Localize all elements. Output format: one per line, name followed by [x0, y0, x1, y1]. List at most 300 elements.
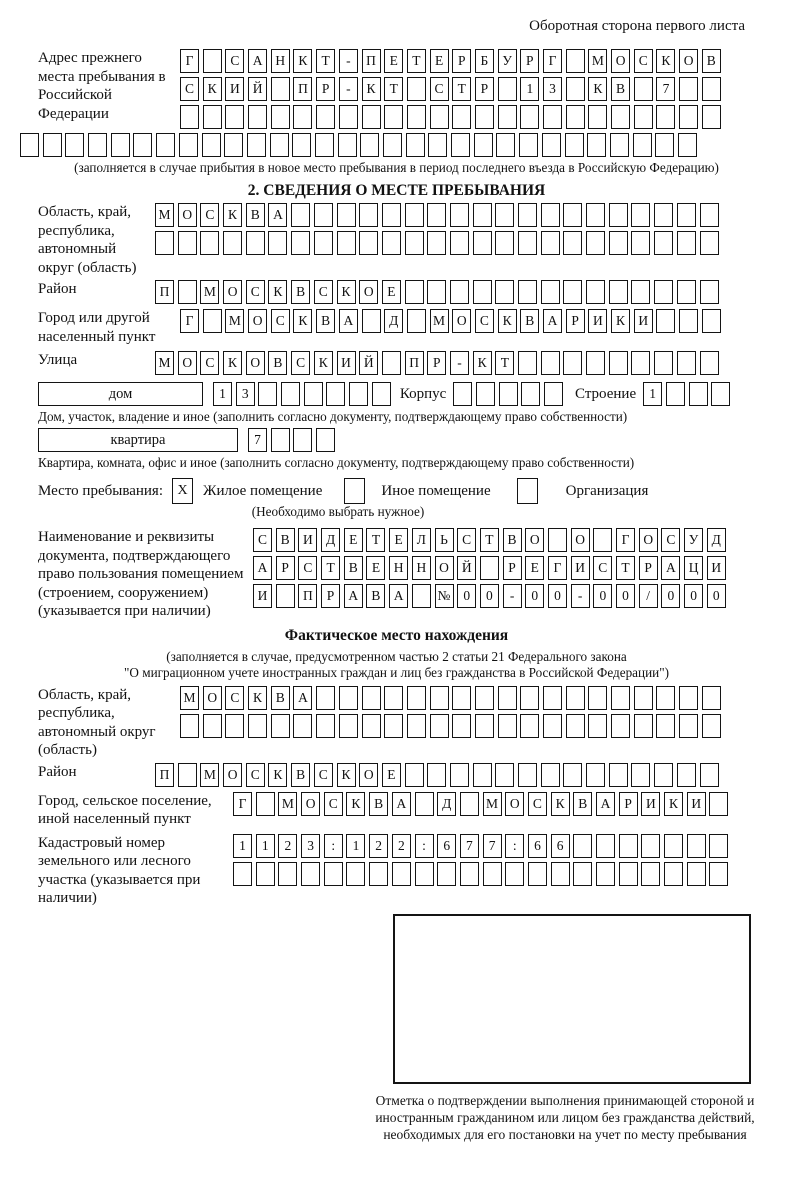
form-cell[interactable] — [271, 428, 290, 452]
form-cell[interactable] — [498, 686, 517, 710]
form-cell[interactable]: Р — [619, 792, 638, 816]
form-cell[interactable] — [689, 382, 708, 406]
form-cell[interactable]: О — [178, 351, 197, 375]
form-cell[interactable] — [498, 105, 517, 129]
form-cell[interactable] — [65, 133, 84, 157]
form-cell[interactable] — [156, 133, 175, 157]
form-cell[interactable] — [406, 133, 425, 157]
form-cell[interactable] — [203, 105, 222, 129]
form-cell[interactable]: С — [200, 203, 219, 227]
form-cell[interactable] — [541, 351, 560, 375]
form-cell[interactable] — [566, 49, 585, 73]
form-cell[interactable] — [518, 351, 537, 375]
form-cell[interactable]: У — [498, 49, 517, 73]
form-cell[interactable]: С — [324, 792, 343, 816]
checkbox-inoe-pomeshchenie[interactable] — [344, 478, 365, 504]
form-cell[interactable] — [544, 382, 563, 406]
form-cell[interactable]: Т — [384, 77, 403, 101]
form-cell[interactable] — [450, 280, 469, 304]
form-cell[interactable] — [498, 77, 517, 101]
form-cell[interactable]: Р — [520, 49, 539, 73]
form-cell[interactable] — [475, 686, 494, 710]
form-cell[interactable] — [654, 231, 673, 255]
form-cell[interactable]: К — [346, 792, 365, 816]
form-cell[interactable] — [520, 105, 539, 129]
form-cell[interactable] — [609, 231, 628, 255]
form-cell[interactable] — [427, 280, 446, 304]
form-cell[interactable]: Т — [366, 528, 385, 552]
form-cell[interactable]: П — [155, 763, 174, 787]
form-cell[interactable] — [415, 862, 434, 886]
form-cell[interactable] — [518, 231, 537, 255]
form-cell[interactable]: 2 — [369, 834, 388, 858]
form-cell[interactable]: 0 — [707, 584, 726, 608]
form-cell[interactable] — [563, 351, 582, 375]
house-box[interactable]: дом — [38, 382, 203, 406]
form-cell[interactable] — [543, 105, 562, 129]
form-cell[interactable] — [677, 763, 696, 787]
form-cell[interactable]: К — [223, 351, 242, 375]
form-cell[interactable]: И — [707, 556, 726, 580]
form-cell[interactable] — [655, 133, 674, 157]
form-cell[interactable]: Е — [382, 763, 401, 787]
form-cell[interactable] — [498, 714, 517, 738]
form-cell[interactable] — [700, 231, 719, 255]
form-cell[interactable] — [483, 862, 502, 886]
form-cell[interactable]: О — [679, 49, 698, 73]
form-cell[interactable] — [679, 686, 698, 710]
form-cell[interactable]: Г — [233, 792, 252, 816]
form-cell[interactable]: П — [405, 351, 424, 375]
form-cell[interactable]: - — [503, 584, 522, 608]
form-cell[interactable]: Т — [321, 556, 340, 580]
form-cell[interactable]: М — [278, 792, 297, 816]
form-cell[interactable]: О — [359, 763, 378, 787]
form-cell[interactable] — [677, 231, 696, 255]
form-cell[interactable]: Й — [457, 556, 476, 580]
form-cell[interactable] — [709, 792, 728, 816]
form-cell[interactable] — [566, 714, 585, 738]
form-cell[interactable]: О — [505, 792, 524, 816]
form-cell[interactable] — [634, 105, 653, 129]
form-cell[interactable] — [179, 133, 198, 157]
form-cell[interactable] — [702, 309, 721, 333]
form-cell[interactable] — [566, 105, 585, 129]
form-cell[interactable] — [619, 862, 638, 886]
form-cell[interactable]: Д — [437, 792, 456, 816]
form-cell[interactable]: К — [337, 280, 356, 304]
form-cell[interactable]: В — [520, 309, 539, 333]
form-cell[interactable]: О — [223, 763, 242, 787]
form-cell[interactable] — [634, 714, 653, 738]
form-cell[interactable] — [473, 763, 492, 787]
form-cell[interactable]: В — [503, 528, 522, 552]
form-cell[interactable]: М — [200, 280, 219, 304]
checkbox-organizatsiya[interactable] — [517, 478, 538, 504]
form-cell[interactable] — [384, 105, 403, 129]
form-cell[interactable]: А — [596, 792, 615, 816]
form-cell[interactable]: 6 — [551, 834, 570, 858]
form-cell[interactable] — [362, 714, 381, 738]
form-cell[interactable]: А — [248, 49, 267, 73]
form-cell[interactable] — [573, 862, 592, 886]
form-cell[interactable] — [473, 203, 492, 227]
form-cell[interactable]: К — [611, 309, 630, 333]
form-cell[interactable] — [339, 686, 358, 710]
form-cell[interactable]: 3 — [543, 77, 562, 101]
form-cell[interactable]: Е — [344, 528, 363, 552]
form-cell[interactable] — [293, 714, 312, 738]
form-cell[interactable]: 0 — [593, 584, 612, 608]
form-cell[interactable]: И — [337, 351, 356, 375]
form-cell[interactable]: 0 — [525, 584, 544, 608]
form-cell[interactable] — [566, 77, 585, 101]
form-cell[interactable] — [609, 203, 628, 227]
form-cell[interactable] — [178, 763, 197, 787]
form-cell[interactable]: К — [656, 49, 675, 73]
form-cell[interactable] — [362, 105, 381, 129]
form-cell[interactable]: Р — [316, 77, 335, 101]
form-cell[interactable] — [702, 714, 721, 738]
form-cell[interactable]: Н — [271, 49, 290, 73]
form-cell[interactable] — [593, 528, 612, 552]
form-cell[interactable]: К — [362, 77, 381, 101]
form-cell[interactable] — [362, 686, 381, 710]
form-cell[interactable] — [563, 231, 582, 255]
form-cell[interactable]: Р — [452, 49, 471, 73]
form-cell[interactable] — [316, 105, 335, 129]
form-cell[interactable] — [291, 231, 310, 255]
form-cell[interactable] — [301, 862, 320, 886]
form-cell[interactable] — [383, 133, 402, 157]
form-cell[interactable] — [541, 231, 560, 255]
form-cell[interactable] — [586, 351, 605, 375]
form-cell[interactable]: Д — [707, 528, 726, 552]
form-cell[interactable] — [405, 231, 424, 255]
form-cell[interactable] — [405, 280, 424, 304]
form-cell[interactable] — [563, 280, 582, 304]
form-cell[interactable] — [700, 763, 719, 787]
form-cell[interactable]: Л — [412, 528, 431, 552]
form-cell[interactable] — [407, 714, 426, 738]
form-cell[interactable] — [664, 834, 683, 858]
form-cell[interactable]: О — [435, 556, 454, 580]
form-cell[interactable]: А — [392, 792, 411, 816]
form-cell[interactable] — [563, 203, 582, 227]
form-cell[interactable] — [611, 714, 630, 738]
form-cell[interactable] — [678, 133, 697, 157]
form-cell[interactable] — [687, 862, 706, 886]
form-cell[interactable]: С — [225, 49, 244, 73]
form-cell[interactable] — [271, 105, 290, 129]
form-cell[interactable] — [180, 714, 199, 738]
form-cell[interactable]: 0 — [457, 584, 476, 608]
form-cell[interactable]: Т — [616, 556, 635, 580]
form-cell[interactable]: В — [366, 584, 385, 608]
form-cell[interactable] — [641, 834, 660, 858]
form-cell[interactable] — [700, 280, 719, 304]
form-cell[interactable]: К — [203, 77, 222, 101]
form-cell[interactable]: 7 — [248, 428, 267, 452]
form-cell[interactable] — [268, 231, 287, 255]
form-cell[interactable] — [679, 309, 698, 333]
form-cell[interactable]: О — [571, 528, 590, 552]
form-cell[interactable] — [528, 862, 547, 886]
form-cell[interactable]: 1 — [520, 77, 539, 101]
form-cell[interactable]: К — [551, 792, 570, 816]
form-cell[interactable] — [88, 133, 107, 157]
form-cell[interactable]: К — [223, 203, 242, 227]
form-cell[interactable] — [405, 763, 424, 787]
form-cell[interactable]: Е — [430, 49, 449, 73]
form-cell[interactable]: 0 — [684, 584, 703, 608]
form-cell[interactable] — [258, 382, 277, 406]
form-cell[interactable]: - — [339, 77, 358, 101]
form-cell[interactable] — [588, 714, 607, 738]
form-cell[interactable] — [200, 231, 219, 255]
form-cell[interactable] — [203, 309, 222, 333]
form-cell[interactable] — [437, 862, 456, 886]
form-cell[interactable] — [111, 133, 130, 157]
form-cell[interactable] — [476, 382, 495, 406]
form-cell[interactable]: Ц — [684, 556, 703, 580]
form-cell[interactable]: П — [293, 77, 312, 101]
form-cell[interactable] — [677, 280, 696, 304]
form-cell[interactable]: 1 — [643, 382, 662, 406]
form-cell[interactable]: 2 — [392, 834, 411, 858]
form-cell[interactable]: К — [268, 280, 287, 304]
form-cell[interactable] — [203, 714, 222, 738]
form-cell[interactable] — [573, 834, 592, 858]
form-cell[interactable] — [133, 133, 152, 157]
form-cell[interactable]: 0 — [480, 584, 499, 608]
form-cell[interactable]: У — [684, 528, 703, 552]
form-cell[interactable]: Е — [525, 556, 544, 580]
form-cell[interactable] — [654, 280, 673, 304]
form-cell[interactable] — [430, 714, 449, 738]
form-cell[interactable]: М — [225, 309, 244, 333]
form-cell[interactable] — [543, 686, 562, 710]
form-cell[interactable] — [664, 862, 683, 886]
form-cell[interactable]: К — [337, 763, 356, 787]
form-cell[interactable] — [679, 105, 698, 129]
form-cell[interactable]: А — [293, 686, 312, 710]
form-cell[interactable] — [326, 382, 345, 406]
form-cell[interactable]: О — [178, 203, 197, 227]
form-cell[interactable]: С — [593, 556, 612, 580]
form-cell[interactable]: М — [430, 309, 449, 333]
form-cell[interactable]: О — [525, 528, 544, 552]
form-cell[interactable]: С — [271, 309, 290, 333]
form-cell[interactable]: И — [634, 309, 653, 333]
form-cell[interactable] — [656, 309, 675, 333]
apartment-box[interactable]: квартира — [38, 428, 238, 452]
form-cell[interactable]: Й — [359, 351, 378, 375]
form-cell[interactable]: Ь — [435, 528, 454, 552]
form-cell[interactable]: Е — [366, 556, 385, 580]
form-cell[interactable] — [256, 862, 275, 886]
form-cell[interactable] — [631, 280, 650, 304]
form-cell[interactable] — [427, 763, 446, 787]
form-cell[interactable]: Т — [316, 49, 335, 73]
form-cell[interactable] — [611, 686, 630, 710]
form-cell[interactable]: О — [359, 280, 378, 304]
form-cell[interactable]: О — [246, 351, 265, 375]
form-cell[interactable] — [656, 714, 675, 738]
form-cell[interactable]: К — [293, 49, 312, 73]
form-cell[interactable]: В — [291, 280, 310, 304]
form-cell[interactable] — [495, 763, 514, 787]
form-cell[interactable]: Т — [452, 77, 471, 101]
form-cell[interactable] — [505, 862, 524, 886]
form-cell[interactable]: С — [314, 763, 333, 787]
form-cell[interactable] — [248, 105, 267, 129]
form-cell[interactable]: А — [253, 556, 272, 580]
form-cell[interactable] — [609, 351, 628, 375]
form-cell[interactable]: 6 — [437, 834, 456, 858]
form-cell[interactable]: Р — [639, 556, 658, 580]
form-cell[interactable] — [276, 584, 295, 608]
form-cell[interactable] — [542, 133, 561, 157]
form-cell[interactable] — [654, 763, 673, 787]
form-cell[interactable]: Г — [180, 49, 199, 73]
form-cell[interactable]: М — [180, 686, 199, 710]
form-cell[interactable] — [499, 382, 518, 406]
form-cell[interactable] — [338, 133, 357, 157]
form-cell[interactable]: : — [415, 834, 434, 858]
form-cell[interactable] — [518, 203, 537, 227]
form-cell[interactable] — [586, 763, 605, 787]
form-cell[interactable] — [178, 231, 197, 255]
form-cell[interactable]: 7 — [656, 77, 675, 101]
form-cell[interactable]: С — [475, 309, 494, 333]
form-cell[interactable]: С — [634, 49, 653, 73]
form-cell[interactable]: 0 — [616, 584, 635, 608]
form-cell[interactable]: Р — [566, 309, 585, 333]
form-cell[interactable] — [369, 862, 388, 886]
form-cell[interactable]: / — [639, 584, 658, 608]
form-cell[interactable]: 6 — [528, 834, 547, 858]
form-cell[interactable]: А — [268, 203, 287, 227]
form-cell[interactable] — [224, 133, 243, 157]
form-cell[interactable] — [430, 105, 449, 129]
form-cell[interactable]: 0 — [661, 584, 680, 608]
form-cell[interactable]: С — [246, 763, 265, 787]
form-cell[interactable]: С — [225, 686, 244, 710]
form-cell[interactable] — [430, 686, 449, 710]
form-cell[interactable]: С — [253, 528, 272, 552]
form-cell[interactable]: О — [301, 792, 320, 816]
form-cell[interactable]: С — [430, 77, 449, 101]
form-cell[interactable]: В — [702, 49, 721, 73]
form-cell[interactable] — [316, 686, 335, 710]
form-cell[interactable]: : — [505, 834, 524, 858]
form-cell[interactable]: Е — [382, 280, 401, 304]
form-cell[interactable]: В — [291, 763, 310, 787]
form-cell[interactable]: - — [339, 49, 358, 73]
form-cell[interactable] — [349, 382, 368, 406]
form-cell[interactable] — [453, 382, 472, 406]
form-cell[interactable] — [450, 231, 469, 255]
form-cell[interactable]: Р — [503, 556, 522, 580]
form-cell[interactable] — [541, 203, 560, 227]
form-cell[interactable]: И — [641, 792, 660, 816]
form-cell[interactable] — [679, 714, 698, 738]
form-cell[interactable] — [43, 133, 62, 157]
form-cell[interactable]: Е — [389, 528, 408, 552]
form-cell[interactable]: О — [639, 528, 658, 552]
form-cell[interactable]: М — [155, 203, 174, 227]
form-cell[interactable]: С — [314, 280, 333, 304]
form-cell[interactable]: К — [314, 351, 333, 375]
form-cell[interactable] — [520, 686, 539, 710]
form-cell[interactable] — [337, 203, 356, 227]
form-cell[interactable] — [324, 862, 343, 886]
form-cell[interactable] — [687, 834, 706, 858]
form-cell[interactable] — [233, 862, 252, 886]
form-cell[interactable] — [339, 714, 358, 738]
form-cell[interactable] — [541, 763, 560, 787]
form-cell[interactable]: И — [225, 77, 244, 101]
form-cell[interactable] — [702, 686, 721, 710]
form-cell[interactable]: С — [457, 528, 476, 552]
form-cell[interactable] — [346, 862, 365, 886]
form-cell[interactable] — [460, 862, 479, 886]
form-cell[interactable]: В — [573, 792, 592, 816]
form-cell[interactable]: В — [271, 686, 290, 710]
form-cell[interactable] — [654, 351, 673, 375]
form-cell[interactable]: А — [344, 584, 363, 608]
form-cell[interactable] — [316, 428, 335, 452]
form-cell[interactable]: А — [339, 309, 358, 333]
form-cell[interactable] — [679, 77, 698, 101]
form-cell[interactable] — [359, 231, 378, 255]
form-cell[interactable] — [521, 382, 540, 406]
form-cell[interactable] — [412, 584, 431, 608]
form-cell[interactable] — [495, 280, 514, 304]
form-cell[interactable]: К — [473, 351, 492, 375]
form-cell[interactable] — [610, 133, 629, 157]
form-cell[interactable] — [415, 792, 434, 816]
form-cell[interactable]: М — [155, 351, 174, 375]
form-cell[interactable]: Т — [480, 528, 499, 552]
form-cell[interactable] — [495, 231, 514, 255]
form-cell[interactable]: С — [298, 556, 317, 580]
form-cell[interactable]: С — [246, 280, 265, 304]
form-cell[interactable] — [247, 133, 266, 157]
form-cell[interactable]: - — [571, 584, 590, 608]
form-cell[interactable] — [634, 77, 653, 101]
form-cell[interactable] — [520, 714, 539, 738]
form-cell[interactable]: Т — [495, 351, 514, 375]
form-cell[interactable] — [407, 77, 426, 101]
form-cell[interactable] — [631, 231, 650, 255]
form-cell[interactable] — [271, 714, 290, 738]
form-cell[interactable]: Р — [276, 556, 295, 580]
form-cell[interactable]: : — [324, 834, 343, 858]
form-cell[interactable] — [337, 231, 356, 255]
form-cell[interactable]: - — [450, 351, 469, 375]
form-cell[interactable]: С — [528, 792, 547, 816]
form-cell[interactable] — [281, 382, 300, 406]
form-cell[interactable]: М — [588, 49, 607, 73]
form-cell[interactable] — [314, 203, 333, 227]
form-cell[interactable] — [278, 862, 297, 886]
form-cell[interactable] — [246, 231, 265, 255]
form-cell[interactable]: В — [276, 528, 295, 552]
checkbox-zhiloe-pomeshchenie[interactable]: X — [172, 478, 193, 504]
form-cell[interactable]: 3 — [236, 382, 255, 406]
